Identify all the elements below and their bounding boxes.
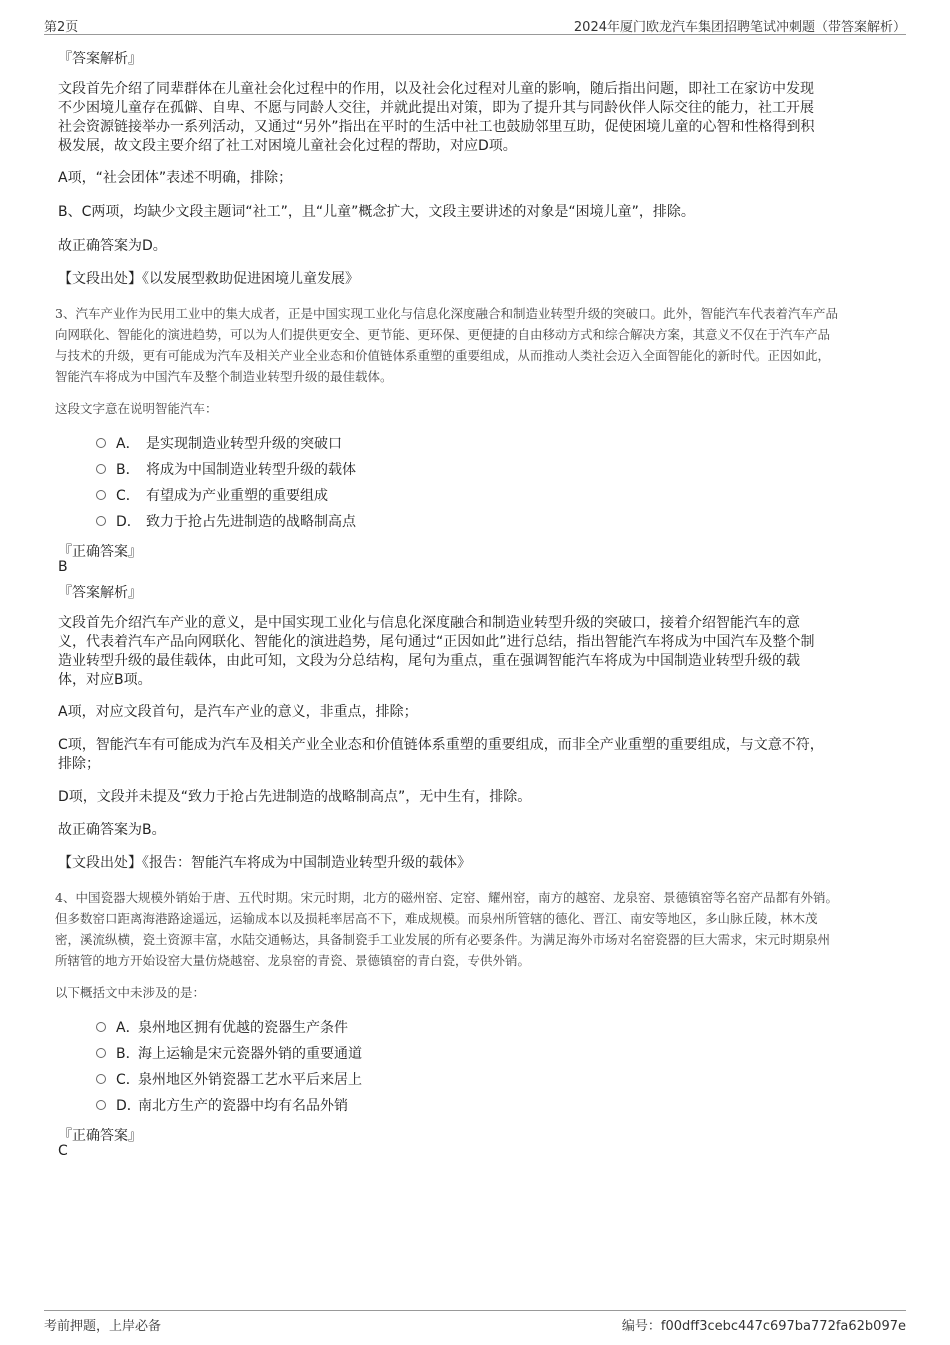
q2-analysis: [58, 80, 898, 156]
option-text: 泉州地区外销瓷器工艺水平后来居上: [138, 1072, 362, 1088]
q2-analysis-label: 『答案解析』: [58, 51, 142, 67]
q2-note-a: A项，“社会团体”表述不明确，排除；: [58, 170, 293, 186]
option-text: 致力于抢占先进制造的战略制高点: [146, 514, 356, 530]
option-letter: D．: [116, 1098, 141, 1114]
page-footer: [44, 1310, 906, 1335]
option-text: 泉州地区拥有优越的瓷器生产条件: [138, 1020, 348, 1036]
option-letter: C．: [116, 488, 140, 504]
option-letter: B．: [116, 1046, 140, 1062]
q3-passage-line: 与技术的升级，更有可能成为汽车及相关产业全业态和价值链体系重塑的重要组成，从而推动人类社会迈入全面智能化的新时代。正因如此，: [55, 348, 831, 363]
q2-analysis-line: 社会资源链接举办一系列活动，又通过“另外”指出在平时的生活中社工也鼓励邻里互助，促使困境儿童的心智和性格得到积: [58, 119, 815, 135]
radio-icon[interactable]: [96, 464, 106, 474]
footer-slogan: 考前押题，上岸必备: [44, 1319, 162, 1334]
q4-option-c[interactable]: [96, 1070, 362, 1090]
q4-passage-line: 但多数窑口距离海港路途遥远，运输成本以及损耗率居高不下，难成规模。而泉州所管辖的德化、晋江、南安等地区，多山脉丘陵，林木茂: [55, 911, 818, 926]
q3-answer: B: [58, 559, 68, 575]
q2-source: 【文段出处】《以发展型救助促进困境儿童发展》: [58, 271, 359, 287]
q4-option-b[interactable]: [96, 1044, 362, 1064]
q2-analysis-line: 极发展，故文段主要介绍了社工对困境儿童社会化过程的帮助，对应D项。: [58, 138, 517, 154]
q3-note-a: A项，对应文段首句，是汽车产业的意义，非重点，排除；: [58, 704, 418, 720]
q4-passage-line: 所辖管的地方开始设窑大量仿烧越窑、龙泉窑的青瓷、景德镇窑的青白瓷，专供外销。: [55, 953, 531, 968]
q4-passage-line: 密，溪流纵横，瓷土资源丰富，水陆交通畅达，具备制瓷手工业发展的所有必要条件。为满足海外市场对名窑瓷器的巨大需求，宋元时期泉州: [55, 932, 831, 947]
q3-analysis-line: 造业转型升级的最佳载体，由此可知，文段为分总结构，尾句为重点，重在强调智能汽车将成为中国制造业转型升级的载: [58, 653, 800, 669]
q3-option-b[interactable]: [96, 460, 356, 480]
option-text: 海上运输是宋元瓷器外销的重要通道: [138, 1046, 362, 1062]
q3-analysis-label: 『答案解析』: [58, 585, 142, 601]
q3-passage: [55, 303, 905, 387]
option-letter: D．: [116, 514, 141, 530]
q3-analysis: [58, 614, 898, 690]
radio-icon[interactable]: [96, 1022, 106, 1032]
option-text: 是实现制造业转型升级的突破口: [146, 436, 342, 452]
q4-option-a[interactable]: [96, 1018, 348, 1038]
q2-analysis-line: 不少困境儿童存在孤僻、自卑、不愿与同龄人交往，并就此提出对策，即为了提升其与同龄伙伴人际交往的能力，社工开展: [58, 100, 814, 116]
page-header: [44, 14, 906, 35]
document-title: 2024年厦门欧龙汽车集团招聘笔试冲刺题（带答案解析）: [573, 20, 906, 35]
q3-analysis-line: 文段首先介绍汽车产业的意义，是中国实现工业化与信息化深度融合和制造业转型升级的突破口，接着介绍智能汽车的意: [58, 615, 800, 631]
radio-icon[interactable]: [96, 516, 106, 526]
q2-conclusion: 故正确答案为D。: [58, 238, 167, 254]
q3-note-c: [58, 736, 898, 774]
option-text: 将成为中国制造业转型升级的载体: [146, 462, 356, 478]
radio-icon[interactable]: [96, 490, 106, 500]
q3-analysis-line: 义，代表着汽车产品向网联化、智能化的演进趋势，尾句通过“正因如此”进行总结，指出智能汽车将成为中国汽车及整个制: [58, 634, 815, 650]
q3-conclusion: 故正确答案为B。: [58, 822, 166, 838]
q3-analysis-line: 体，对应B项。: [58, 672, 152, 688]
q4-answer-label: 『正确答案』: [58, 1128, 142, 1144]
q3-source: 【文段出处】《报告：智能汽车将成为中国制造业转型升级的载体》: [58, 855, 471, 871]
option-text: 南北方生产的瓷器中均有名品外销: [138, 1098, 348, 1114]
q2-note-bc: B、C两项，均缺少文段主题词“社工”，且“儿童”概念扩大，文段主要讲述的对象是“困境儿童”，排除。: [58, 204, 695, 220]
q3-passage-line: 3、汽车产业作为民用工业中的集大成者，正是中国实现工业化与信息化深度融合和制造业转型升级的突破口。此外，智能汽车代表着汽车产品: [55, 306, 838, 321]
q4-answer: C: [58, 1143, 68, 1159]
q3-note-c-line: C项，智能汽车有可能成为汽车及相关产业全业态和价值链体系重塑的重要组成，而非全产业重塑的重要组成，与文意不符，: [58, 737, 824, 753]
radio-icon[interactable]: [96, 1074, 106, 1084]
radio-icon[interactable]: [96, 1100, 106, 1110]
q3-option-a[interactable]: [96, 434, 342, 454]
option-letter: A．: [116, 436, 140, 452]
q3-question: 这段文字意在说明智能汽车：: [55, 401, 218, 416]
radio-icon[interactable]: [96, 438, 106, 448]
q3-option-d[interactable]: [96, 512, 356, 532]
page-number: 第2页: [44, 20, 79, 35]
q3-answer-label: 『正确答案』: [58, 544, 142, 560]
q4-passage-line: 4、中国瓷器大规模外销始于唐、五代时期。宋元时期，北方的磁州窑、定窑、耀州窑，南方的越窑、龙泉窑、景德镇窑等名窑产品都有外销。: [55, 890, 838, 905]
q3-note-c-line: 排除；: [58, 756, 100, 772]
q2-analysis-line: 文段首先介绍了同辈群体在儿童社会化过程中的作用，以及社会化过程对儿童的影响，随后指出问题，即社工在家访中发现: [58, 81, 814, 97]
option-letter: A．: [116, 1020, 140, 1036]
option-text: 有望成为产业重塑的重要组成: [146, 488, 328, 504]
q4-question: 以下概括文中未涉及的是：: [55, 985, 206, 1000]
option-letter: C．: [116, 1072, 140, 1088]
document-id: 编号：f00dff3cebc447c697ba772fa62b097e: [621, 1319, 906, 1334]
q3-passage-line: 智能汽车将成为中国汽车及整个制造业转型升级的最佳载体。: [55, 369, 393, 384]
q3-note-d: D项，文段并未提及“致力于抢占先进制造的战略制高点”，无中生有，排除。: [58, 789, 532, 805]
radio-icon[interactable]: [96, 1048, 106, 1058]
q3-passage-line: 向网联化、智能化的演进趋势，可以为人们提供更安全、更节能、更环保、更便捷的自由移动方式和综合解决方案，其意义不仅在于汽车产品: [55, 327, 831, 342]
q4-option-d[interactable]: [96, 1096, 348, 1116]
option-letter: B．: [116, 462, 140, 478]
q4-passage: [55, 887, 905, 971]
q3-option-c[interactable]: [96, 486, 328, 506]
